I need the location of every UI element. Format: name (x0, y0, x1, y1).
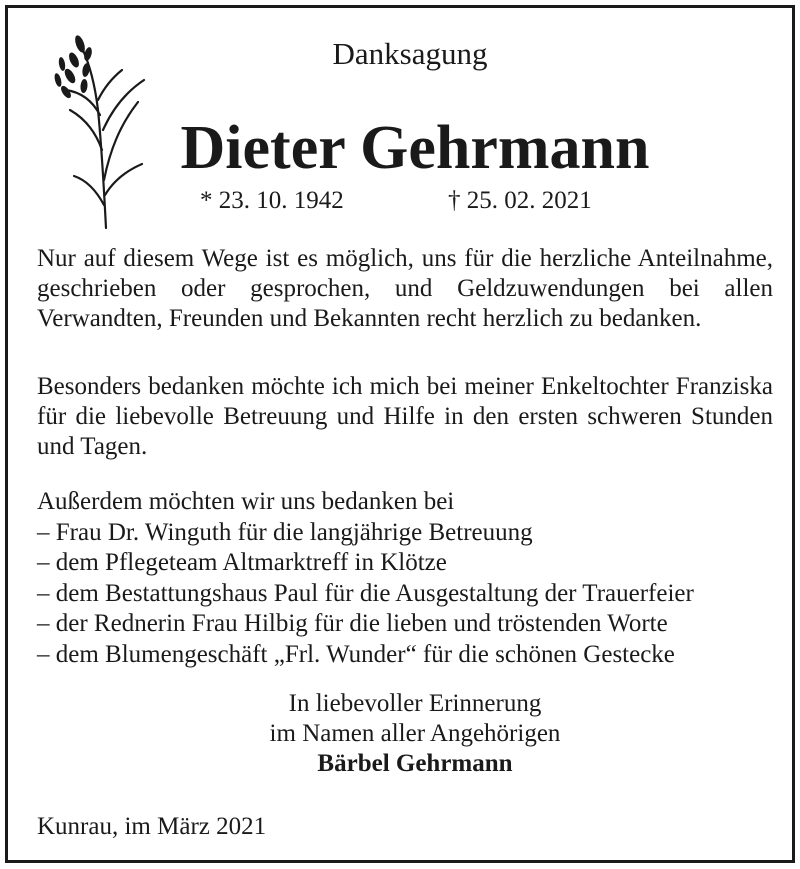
death-date: † 25. 02. 2021 (448, 187, 592, 214)
signer-name: Bärbel Gehrmann (317, 750, 513, 777)
thanks-list (37, 487, 777, 670)
closing-block (8, 689, 792, 779)
deceased-name: Dieter Gehrmann (180, 114, 650, 182)
thanks-list-item: – Frau Dr. Winguth für die langjährige Betreuung (37, 518, 533, 546)
thanks-list-item: – dem Bestattungshaus Paul für die Ausgestaltung der Trauerfeier (37, 579, 694, 607)
thanks-paragraph-1: Nur auf diesem Wege ist es möglich, uns für die herzliche Anteilnahme, geschrieben oder gesprochen, und Geldzuwendungen bei allen Verwandten, Freunden und Bekannten recht herzlich zu bedanken. (37, 245, 773, 332)
thanks-intro: Außerdem möchten wir uns bedanken bei (37, 488, 455, 515)
closing-line-2: im Namen aller Angehörigen (269, 720, 561, 747)
thanks-paragraph-2: Besonders bedanken möchte ich mich bei meiner Enkeltochter Franziska für die liebevolle Betreuung und Hilfe in den ersten schweren Stunden und Tagen. (37, 373, 773, 460)
place-and-date: Kunrau, im März 2021 (37, 813, 267, 840)
birth-date: * 23. 10. 1942 (200, 187, 344, 214)
obituary-notice (5, 5, 795, 863)
closing-line-1: In liebevoller Erinnerung (288, 690, 542, 717)
notice-title: Danksagung (332, 36, 488, 71)
thanks-list-item: – dem Pflegeteam Altmarktreff in Klötze (37, 549, 447, 576)
thanks-list-item: – der Rednerin Frau Hilbig für die lieben und tröstenden Worte (37, 610, 668, 637)
thanks-list-item: – dem Blumengeschäft „Frl. Wunder“ für die schönen Gestecke (37, 640, 675, 668)
